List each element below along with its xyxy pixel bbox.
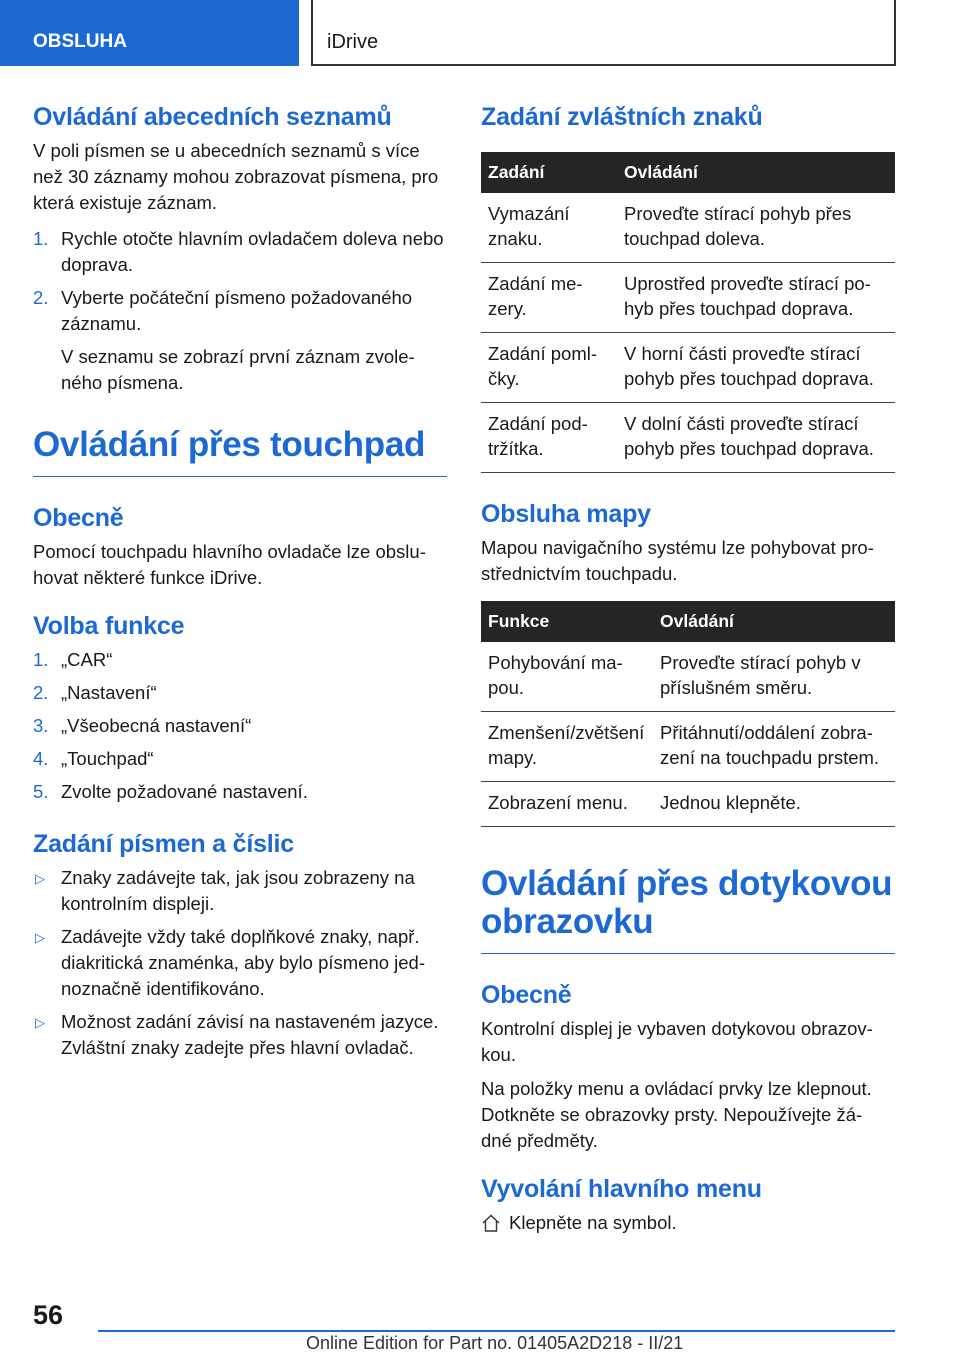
list-item: 4. „Touchpad“ [33, 748, 154, 769]
section-label: OBSLUHA [0, 0, 299, 66]
list-item: ▷ Znaky zadávejte tak, jak jsou zobrazeny na kontrolním displeji. [35, 867, 415, 914]
alphabetical-lists-text: V poli písmen se u abecedních seznamů s více než 30 záznamy mohou zobrazovat písmena, pro která existuje záznam. [33, 140, 439, 213]
list-item: 2. „Nastavení“ [33, 682, 157, 703]
footer-divider [98, 1330, 895, 1332]
heading-touchpad: Ovládání přes touchpad [33, 426, 447, 477]
heading-letters-digits: Zadání písmen a číslic [33, 830, 294, 858]
input-tips [33, 865, 447, 1061]
table-row [481, 193, 895, 263]
home-icon [481, 1213, 501, 1240]
table-cell: Zmenšení/zvětšení mapy. [481, 712, 653, 782]
table-cell: Jednou klepněte. [653, 782, 895, 827]
heading-general: Obecně [33, 504, 124, 532]
map-operation-table [481, 601, 895, 827]
special-characters-table [481, 152, 895, 473]
heading-alphabetical-lists: Ovládání abecedních seznamů [33, 103, 392, 131]
table-cell: Zadání poml‐ čky. [481, 333, 617, 403]
list-item: ▷ Zadávejte vždy také doplňkové znaky, např. diakritická znaménka, aby bylo písmeno jed‐ noznačně identifikováno. [35, 926, 426, 999]
table-row [481, 263, 895, 333]
chapter-title: iDrive [311, 0, 896, 66]
edition-note: Online Edition for Part no. 01405A2D218 - II/21 [306, 1333, 684, 1353]
map-operation-text: Mapou navigačního systému lze pohybovat pro‐ střednictvím touchpadu. [481, 537, 874, 584]
table-cell: Zadání me‐ zery. [481, 263, 617, 333]
column-header: Ovládání [653, 601, 895, 642]
table-cell: Vymazání znaku. [481, 193, 617, 263]
table-header-row [481, 152, 895, 193]
triangle-bullet-icon: ▷ [35, 930, 45, 945]
column-header: Funkce [481, 601, 653, 642]
column-header: Zadání [481, 152, 617, 193]
table-cell: Zadání pod‐ tržítka. [481, 403, 617, 473]
triangle-bullet-icon: ▷ [35, 871, 45, 886]
table-row [481, 403, 895, 473]
alphabetical-steps [33, 226, 447, 337]
list-item: 1. „CAR“ [33, 649, 113, 670]
table-row [481, 642, 895, 712]
page-header [0, 0, 960, 66]
heading-map-operation: Obsluha mapy [481, 500, 651, 528]
touchscreen-text-2: Na položky menu a ovládací prvky lze klepnout. Dotkněte se obrazovky prsty. Nepoužívejte žá‐ dné předměty. [481, 1078, 872, 1151]
table-cell: Pohybování ma‐ pou. [481, 642, 653, 712]
alphabetical-note: V seznamu se zobrazí první záznam zvole‐ ného písmena. [61, 346, 415, 393]
table-cell: Proveďte stírací pohyb přes touchpad doleva. [617, 193, 895, 263]
list-item: 1. Rychle otočte hlavním ovladačem doleva nebo doprava. [33, 228, 444, 275]
select-steps [33, 647, 447, 805]
column-header: Ovládání [617, 152, 895, 193]
table-cell: Zobrazení menu. [481, 782, 653, 827]
table-cell: Uprostřed proveďte stírací po‐ hyb přes touchpad doprava. [617, 263, 895, 333]
table-cell: V dolní části proveďte stírací pohyb přes touchpad doprava. [617, 403, 895, 473]
table-cell: Proveďte stírací pohyb v příslušném směru. [653, 642, 895, 712]
table-row [481, 333, 895, 403]
heading-touchscreen-general: Obecně [481, 981, 572, 1009]
main-menu-instruction: Klepněte na symbol. [481, 1210, 895, 1236]
table-row [481, 712, 895, 782]
page-number: 56 [33, 1300, 64, 1330]
list-item: 5. Zvolte požadované nastavení. [33, 781, 308, 802]
list-item: 3. „Všeobecná nastavení“ [33, 715, 252, 736]
heading-main-menu: Vyvolání hlavního menu [481, 1175, 762, 1203]
triangle-bullet-icon: ▷ [35, 1015, 45, 1030]
table-cell: V horní části proveďte stírací pohyb přes touchpad doprava. [617, 333, 895, 403]
table-row [481, 782, 895, 827]
table-cell: Přitáhnutí/oddálení zobra‐ zení na touchpadu prstem. [653, 712, 895, 782]
list-item: 2. Vyberte počáteční písmeno požadovaného záznamu. [33, 287, 413, 334]
list-item: ▷ Možnost zadání závisí na nastaveném jazyce. Zvláštní znaky zadejte přes hlavní ovladač. [35, 1011, 439, 1058]
touchscreen-text-1: Kontrolní displej je vybaven dotykovou obrazov‐ kou. [481, 1018, 873, 1065]
left-column [33, 102, 447, 1068]
general-text: Pomocí touchpadu hlavního ovladače lze obslu‐ hovat některé funkce iDrive. [33, 541, 426, 588]
heading-touchscreen: Ovládání přes dotykovou obrazovku [481, 865, 895, 954]
heading-special-characters: Zadání zvláštních znaků [481, 103, 763, 131]
heading-select-function: Volba funkce [33, 612, 185, 640]
right-column [481, 102, 895, 1244]
table-header-row [481, 601, 895, 642]
